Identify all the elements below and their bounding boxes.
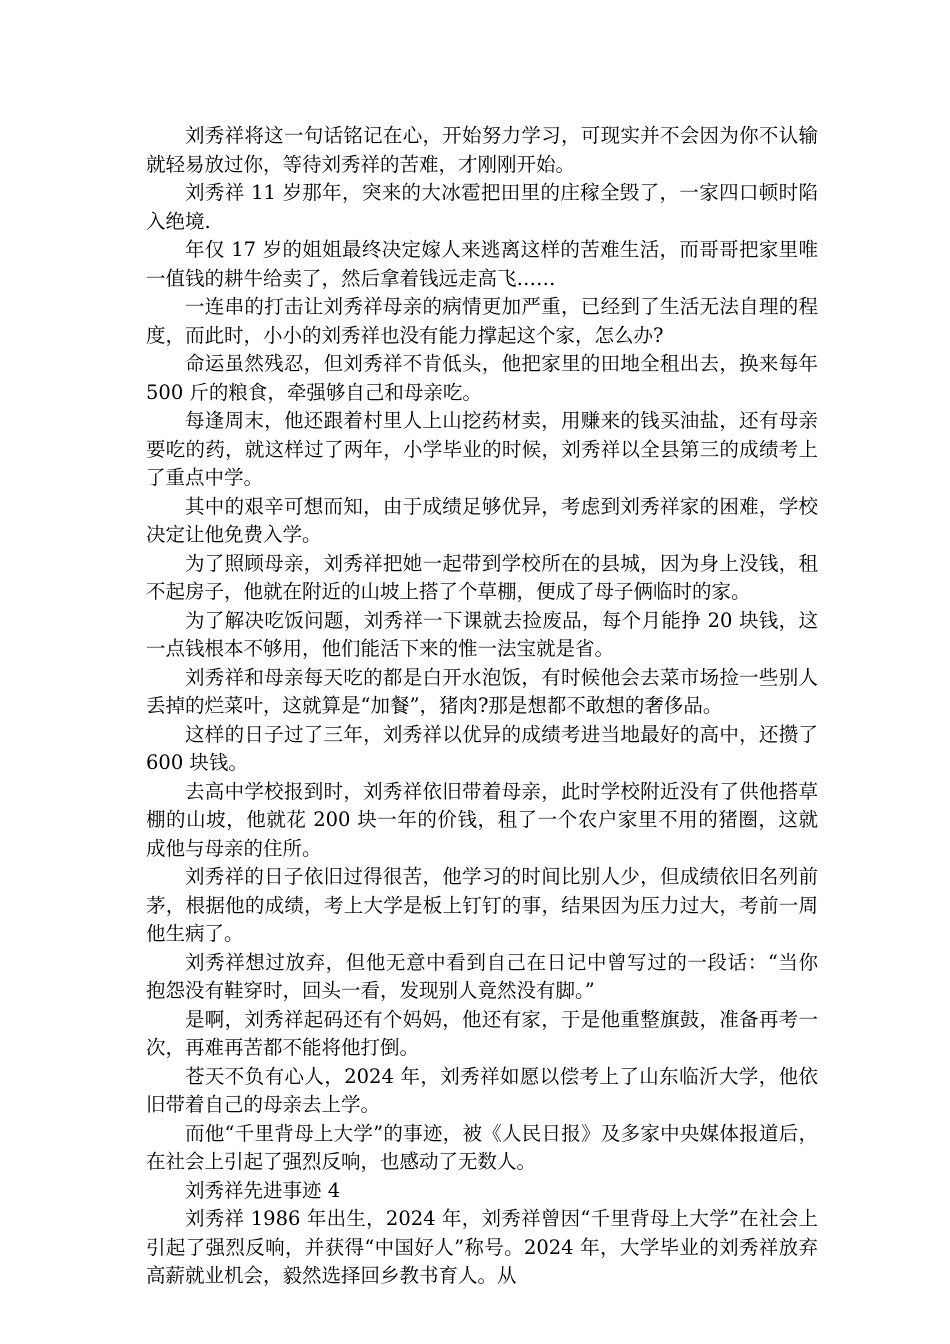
paragraph: 刘秀祥 11 岁那年，突来的大冰雹把田里的庄稼全毁了，一家四口顿时陷入绝境. — [146, 181, 818, 233]
paragraph: 刘秀祥将这一句话铭记在心，开始努力学习，可现实并不会因为你不认输就轻易放过你，等待刘秀祥的苦难，才刚刚开始。 — [146, 124, 818, 176]
paragraph: 其中的艰辛可想而知，由于成绩足够优异，考虑到刘秀祥家的困难，学校决定让他免费入学。 — [146, 494, 818, 546]
paragraph: 是啊，刘秀祥起码还有个妈妈，他还有家，于是他重整旗鼓，准备再考一次，再难再苦都不能将他打倒。 — [146, 1007, 818, 1059]
paragraph: 年仅 17 岁的姐姐最终决定嫁人来逃离这样的苦难生活，而哥哥把家里唯一值钱的耕牛给卖了，然后拿着钱远走高飞…… — [146, 238, 818, 290]
paragraph: 为了解决吃饭问题，刘秀祥一下课就去捡废品，每个月能挣 20 块钱，这一点钱根本不够用，他们能活下来的惟一法宝就是省。 — [146, 608, 818, 660]
paragraph: 刘秀祥想过放弃，但他无意中看到自己在日记中曾写过的一段话：“当你抱怨没有鞋穿时，回头一看，发现别人竟然没有脚。” — [146, 950, 818, 1002]
paragraph: 苍天不负有心人，2024 年，刘秀祥如愿以偿考上了山东临沂大学，他依旧带着自己的母亲去上学。 — [146, 1064, 818, 1116]
paragraph: 每逢周末，他还跟着村里人上山挖药材卖，用赚来的钱买油盐，还有母亲要吃的药，就这样过了两年，小学毕业的时候，刘秀祥以全县第三的成绩考上了重点中学。 — [146, 409, 818, 489]
paragraph: 这样的日子过了三年，刘秀祥以优异的成绩考进当地最好的高中，还攒了 600 块钱。 — [146, 722, 818, 774]
paragraph: 刘秀祥的日子依旧过得很苦，他学习的时间比别人少，但成绩依旧名列前茅，根据他的成绩，考上大学是板上钉钉的事，结果因为压力过大，考前一周他生病了。 — [146, 865, 818, 945]
paragraph: 刘秀祥 1986 年出生，2024 年，刘秀祥曾因“千里背母上大学”在社会上引起了强烈反响，并获得“中国好人”称号。2024 年，大学毕业的刘秀祥放弃高薪就业机会，毅然选择回乡教书育人。从 — [146, 1207, 818, 1287]
paragraph: 去高中学校报到时，刘秀祥依旧带着母亲，此时学校附近没有了供他搭草棚的山坡，他就花 200 块一年的价钱，租了一个农户家里不用的猪圈，这就成他与母亲的住所。 — [146, 779, 818, 860]
paragraph: 而他“千里背母上大学”的事迹，被《人民日报》及多家中央媒体报道后，在社会上引起了强烈反响，也感动了无数人。 — [146, 1121, 818, 1173]
document-body — [146, 122, 818, 1291]
paragraph: 刘秀祥和母亲每天吃的都是白开水泡饭，有时候他会去菜市场捡一些别人丢掉的烂菜叶，这就算是“加餐”，猪肉?那是想都不敢想的奢侈品。 — [146, 665, 818, 717]
paragraph: 为了照顾母亲，刘秀祥把她一起带到学校所在的县城，因为身上没钱，租不起房子，他就在附近的山坡上搭了个草棚，便成了母子俩临时的家。 — [146, 551, 818, 603]
paragraph: 命运虽然残忍，但刘秀祥不肯低头，他把家里的田地全租出去，换来每年 500 斤的粮食，牵强够自己和母亲吃。 — [146, 352, 818, 404]
section-heading: 刘秀祥先进事迹 4 — [185, 1178, 341, 1202]
paragraph: 一连串的打击让刘秀祥母亲的病情更加严重，已经到了生活无法自理的程度，而此时，小小的刘秀祥也没有能力撑起这个家，怎么办? — [146, 295, 818, 347]
